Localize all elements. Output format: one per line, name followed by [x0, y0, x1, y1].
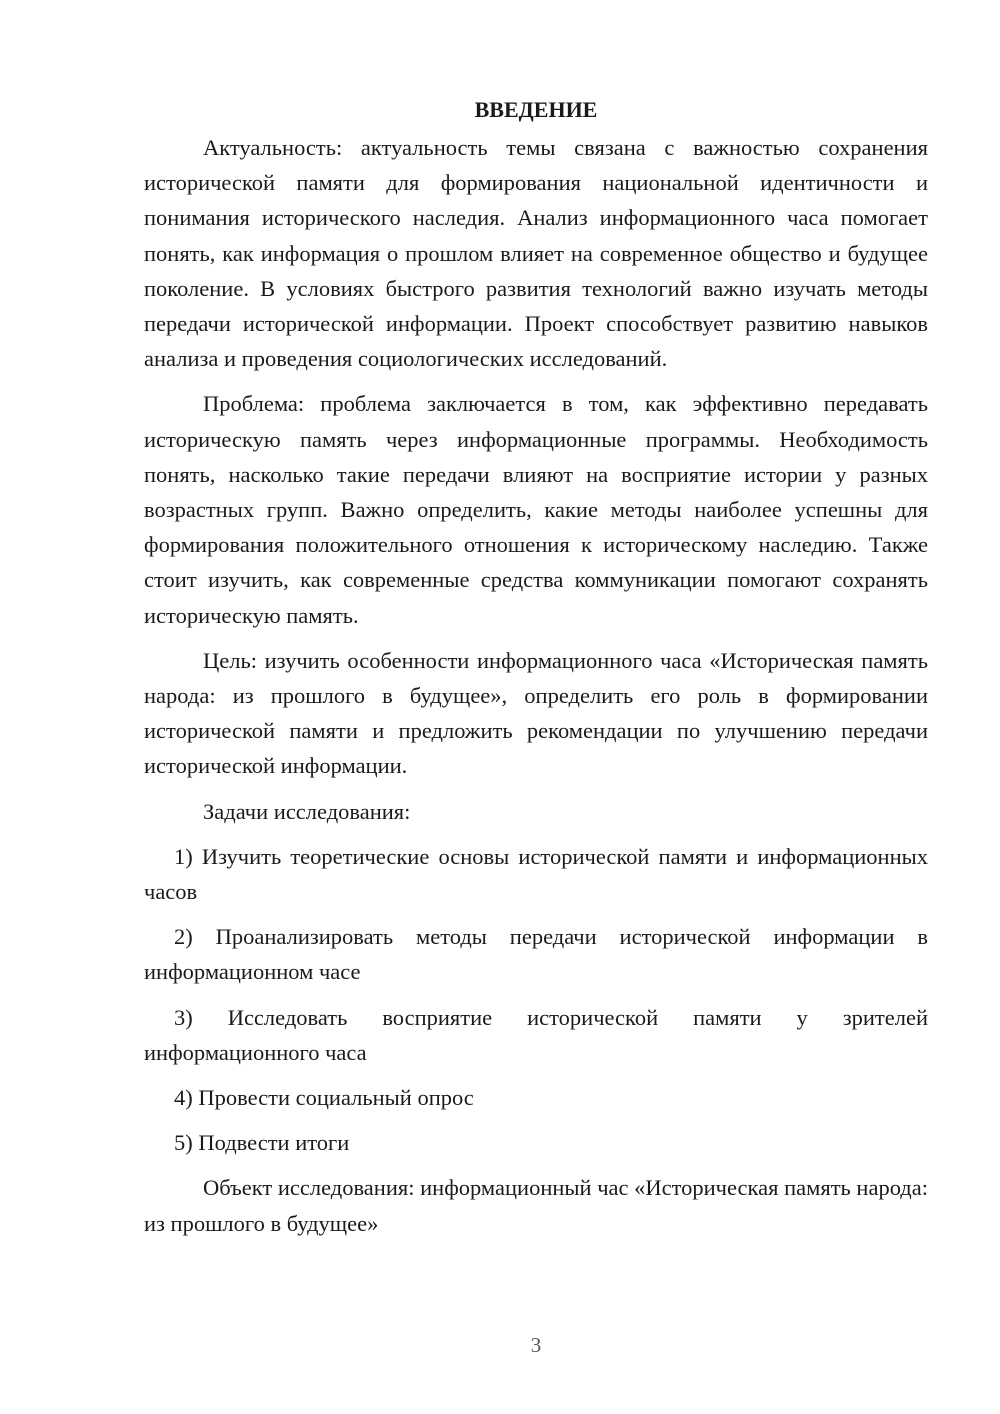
relevance-paragraph: Актуальность: актуальность темы связана с важностью сохранения исторической памяти для формирования национальной идентичности и понимания исторического наследия. Анализ информационного часа помогает понять, как информация о прошлом влияет на современное общество и будущее поколение. В условиях быстрого развития технологий важно изучать методы передачи исторической информации. Проект способствует развитию навыков анализа и проведения социологических исследований.: [144, 135, 928, 372]
task-item: 3) Исследовать восприятие исторической памяти у зрителей информационного часа: [144, 1004, 928, 1065]
goal-paragraph: Цель: изучить особенности информационного часа «Историческая память народа: из прошлого в будущее», определить его роль в формировании исторической памяти и предложить рекомендации по улучшению передачи исторической информации.: [144, 647, 928, 779]
object-paragraph: Объект исследования: информационный час «Историческая память народа: из прошлого в будущее»: [144, 1175, 928, 1236]
page-number: 3: [530, 1333, 542, 1357]
tasks-list: [144, 839, 928, 1161]
document-page: [144, 92, 928, 1251]
section-heading: ВВЕДЕНИЕ: [474, 97, 598, 122]
problem-paragraph: Проблема: проблема заключается в том, как эффективно передавать историческую память через информационные программы. Необходимость понять, насколько такие передачи влияют на восприятие истории у разных возрастных групп. Важно определить, какие методы наиболее успешны для формирования положительного отношения к историческому наследию. Также стоит изучить, как современные средства коммуникации помогают сохранять историческую память.: [144, 391, 928, 628]
task-item: 5) Подвести итоги: [174, 1130, 350, 1156]
task-item: 1) Изучить теоретические основы исторической памяти и информационных часов: [144, 843, 928, 905]
task-item: 4) Провести социальный опрос: [174, 1085, 474, 1111]
tasks-label: Задачи исследования:: [203, 798, 411, 824]
task-item: 2) Проанализировать методы передачи исторической информации в информационном часе: [144, 924, 928, 985]
